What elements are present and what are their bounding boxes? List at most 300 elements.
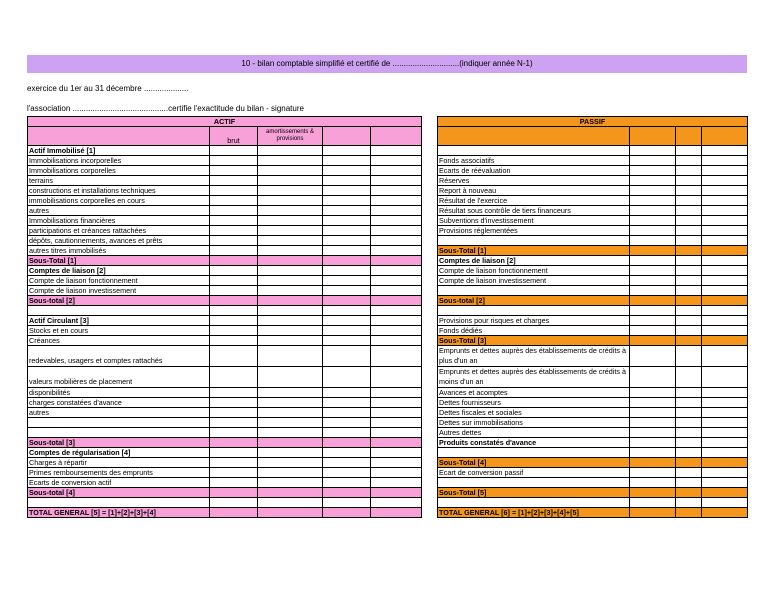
actif-value-cell[interactable] [258, 418, 323, 428]
actif-value-cell[interactable] [371, 166, 422, 176]
passif-value-cell[interactable] [702, 146, 748, 156]
passif-value-cell[interactable] [630, 418, 676, 428]
actif-row [28, 508, 422, 518]
actif-row-label: Charges à répartir [28, 458, 210, 468]
passif-value-cell[interactable] [630, 316, 676, 326]
actif-value-cell[interactable] [371, 398, 422, 408]
actif-value-cell[interactable] [210, 398, 258, 408]
passif-row-label [438, 236, 630, 246]
passif-value-cell[interactable] [630, 458, 676, 468]
actif-value-cell[interactable] [371, 186, 422, 196]
actif-value-cell[interactable] [371, 266, 422, 276]
passif-value-cell[interactable] [630, 176, 676, 186]
association-line: l'association ...........................................certifie l'exactitude du bilan - signature [27, 104, 304, 113]
actif-value-cell[interactable] [258, 388, 323, 398]
actif-value-cell[interactable] [258, 216, 323, 226]
actif-value-cell[interactable] [210, 438, 258, 448]
actif-value-cell[interactable] [323, 488, 371, 498]
actif-row-label: Sous-Total [1] [28, 256, 210, 266]
passif-value-cell[interactable] [702, 398, 748, 408]
actif-value-cell[interactable] [210, 166, 258, 176]
actif-value-cell[interactable] [371, 478, 422, 488]
passif-row [438, 398, 748, 408]
passif-value-cell[interactable] [630, 428, 676, 438]
actif-row-label: Compte de liaison investissement [28, 286, 210, 296]
passif-value-cell[interactable] [676, 478, 702, 488]
passif-value-cell[interactable] [630, 388, 676, 398]
passif-value-cell[interactable] [702, 216, 748, 226]
passif-value-cell[interactable] [676, 336, 702, 346]
passif-value-cell[interactable] [702, 326, 748, 336]
actif-value-cell[interactable] [371, 256, 422, 266]
passif-value-cell[interactable] [630, 246, 676, 256]
actif-value-cell[interactable] [323, 408, 371, 418]
document-title: 10 - bilan comptable simplifié et certifié de ..............................(indiquer année N-1) [27, 55, 747, 73]
actif-value-cell[interactable] [210, 296, 258, 306]
passif-row [438, 156, 748, 166]
actif-row [28, 498, 422, 508]
actif-value-cell[interactable] [323, 226, 371, 236]
actif-row [28, 266, 422, 276]
passif-value-cell[interactable] [702, 336, 748, 346]
passif-row-label: Emprunts et dettes auprès des établissements de crédits à plus d'un an [438, 346, 630, 367]
actif-value-cell[interactable] [371, 428, 422, 438]
actif-value-cell[interactable] [258, 428, 323, 438]
passif-value-cell[interactable] [630, 196, 676, 206]
passif-value-cell[interactable] [630, 156, 676, 166]
actif-value-cell[interactable] [323, 468, 371, 478]
passif-value-cell[interactable] [676, 428, 702, 438]
passif-value-cell[interactable] [702, 498, 748, 508]
actif-value-cell[interactable] [371, 458, 422, 468]
passif-value-cell[interactable] [702, 418, 748, 428]
actif-value-cell[interactable] [210, 408, 258, 418]
actif-value-cell[interactable] [258, 146, 323, 156]
actif-value-cell[interactable] [371, 326, 422, 336]
passif-value-cell[interactable] [630, 346, 676, 367]
actif-row-label: TOTAL GENERAL [5] = [1]+[2]+[3]+[4] [28, 508, 210, 518]
passif-value-cell[interactable] [702, 316, 748, 326]
passif-value-cell[interactable] [630, 488, 676, 498]
actif-value-cell[interactable] [210, 346, 258, 367]
passif-row-label: Compte de liaison fonctionnement [438, 266, 630, 276]
actif-row-label: Immobilisations financières [28, 216, 210, 226]
actif-value-cell[interactable] [258, 256, 323, 266]
actif-value-cell[interactable] [258, 488, 323, 498]
actif-value-cell[interactable] [323, 296, 371, 306]
passif-value-cell[interactable] [702, 388, 748, 398]
actif-value-cell[interactable] [323, 508, 371, 518]
actif-row [28, 336, 422, 346]
actif-value-cell[interactable] [210, 206, 258, 216]
actif-value-cell[interactable] [323, 156, 371, 166]
actif-value-cell[interactable] [210, 388, 258, 398]
passif-value-cell[interactable] [676, 156, 702, 166]
passif-value-cell[interactable] [630, 306, 676, 316]
actif-value-cell[interactable] [210, 326, 258, 336]
actif-value-cell[interactable] [323, 256, 371, 266]
passif-value-cell[interactable] [676, 176, 702, 186]
actif-row [28, 388, 422, 398]
passif-value-cell[interactable] [676, 166, 702, 176]
passif-value-cell[interactable] [676, 316, 702, 326]
passif-value-cell[interactable] [676, 186, 702, 196]
passif-value-cell[interactable] [676, 226, 702, 236]
actif-value-cell[interactable] [210, 246, 258, 256]
actif-value-cell[interactable] [323, 186, 371, 196]
actif-value-cell[interactable] [210, 236, 258, 246]
actif-value-cell[interactable] [323, 146, 371, 156]
actif-value-cell[interactable] [258, 166, 323, 176]
passif-row [438, 367, 748, 388]
actif-value-cell[interactable] [323, 498, 371, 508]
actif-subheader-blank [28, 127, 210, 146]
actif-value-cell[interactable] [323, 326, 371, 336]
actif-value-cell[interactable] [210, 336, 258, 346]
passif-row [438, 226, 748, 236]
passif-value-cell[interactable] [702, 176, 748, 186]
passif-value-cell[interactable] [676, 286, 702, 296]
passif-value-cell[interactable] [630, 438, 676, 448]
actif-value-cell[interactable] [371, 236, 422, 246]
actif-value-cell[interactable] [258, 236, 323, 246]
actif-value-cell[interactable] [323, 388, 371, 398]
passif-value-cell[interactable] [630, 336, 676, 346]
actif-value-cell[interactable] [323, 176, 371, 186]
actif-value-cell[interactable] [258, 306, 323, 316]
passif-value-cell[interactable] [702, 428, 748, 438]
passif-value-cell[interactable] [702, 196, 748, 206]
passif-value-cell[interactable] [676, 326, 702, 336]
passif-value-cell[interactable] [702, 206, 748, 216]
actif-value-cell[interactable] [371, 498, 422, 508]
actif-value-cell[interactable] [323, 306, 371, 316]
actif-row-label: Sous-total [2] [28, 296, 210, 306]
actif-value-cell[interactable] [210, 306, 258, 316]
actif-value-cell[interactable] [210, 146, 258, 156]
passif-value-cell[interactable] [676, 468, 702, 478]
passif-value-cell[interactable] [630, 256, 676, 266]
passif-value-cell[interactable] [676, 276, 702, 286]
actif-value-cell[interactable] [323, 478, 371, 488]
actif-value-cell[interactable] [371, 286, 422, 296]
actif-value-cell[interactable] [258, 226, 323, 236]
actif-value-cell[interactable] [323, 206, 371, 216]
passif-value-cell[interactable] [702, 246, 748, 256]
passif-value-cell[interactable] [630, 508, 676, 518]
passif-value-cell[interactable] [630, 146, 676, 156]
exercise-line: exercice du 1er au 31 décembre .................... [27, 84, 189, 93]
passif-row [438, 346, 748, 367]
actif-row-label: Actif Circulant [3] [28, 316, 210, 326]
actif-row-label: Immobilisations corporelles [28, 166, 210, 176]
actif-value-cell[interactable] [258, 276, 323, 286]
passif-value-cell[interactable] [676, 367, 702, 388]
passif-row-label: Résultat de l'exercice [438, 196, 630, 206]
actif-value-cell[interactable] [258, 316, 323, 326]
actif-value-cell[interactable] [210, 196, 258, 206]
actif-value-cell[interactable] [210, 186, 258, 196]
actif-value-cell[interactable] [323, 448, 371, 458]
passif-value-cell[interactable] [676, 418, 702, 428]
passif-value-cell[interactable] [676, 306, 702, 316]
passif-value-cell[interactable] [676, 146, 702, 156]
passif-value-cell[interactable] [630, 367, 676, 388]
actif-value-cell[interactable] [258, 266, 323, 276]
actif-value-cell[interactable] [258, 478, 323, 488]
actif-row [28, 478, 422, 488]
actif-value-cell[interactable] [210, 448, 258, 458]
actif-value-cell[interactable] [258, 498, 323, 508]
passif-value-cell[interactable] [702, 266, 748, 276]
passif-value-cell[interactable] [630, 448, 676, 458]
passif-value-cell[interactable] [676, 458, 702, 468]
passif-value-cell[interactable] [630, 266, 676, 276]
actif-row [28, 316, 422, 326]
passif-value-cell[interactable] [630, 326, 676, 336]
passif-value-cell[interactable] [702, 508, 748, 518]
actif-row [28, 468, 422, 478]
actif-value-cell[interactable] [258, 367, 323, 388]
actif-value-cell[interactable] [258, 468, 323, 478]
passif-value-cell[interactable] [702, 478, 748, 488]
actif-value-cell[interactable] [323, 438, 371, 448]
actif-row [28, 206, 422, 216]
actif-value-cell[interactable] [371, 276, 422, 286]
passif-value-cell[interactable] [702, 408, 748, 418]
actif-value-cell[interactable] [210, 478, 258, 488]
actif-row-label: Ecarts de conversion actif [28, 478, 210, 488]
passif-value-cell[interactable] [630, 276, 676, 286]
actif-value-cell[interactable] [371, 418, 422, 428]
actif-value-cell[interactable] [371, 508, 422, 518]
passif-value-cell[interactable] [630, 166, 676, 176]
actif-row-label: immobilisations corporelles en cours [28, 196, 210, 206]
passif-value-cell[interactable] [676, 498, 702, 508]
passif-value-cell[interactable] [630, 286, 676, 296]
passif-row-label: Sous-Total [3] [438, 336, 630, 346]
actif-value-cell[interactable] [371, 176, 422, 186]
actif-value-cell[interactable] [323, 166, 371, 176]
actif-value-cell[interactable] [371, 316, 422, 326]
passif-row [438, 256, 748, 266]
actif-value-cell[interactable] [371, 306, 422, 316]
passif-value-cell[interactable] [676, 256, 702, 266]
actif-value-cell[interactable] [371, 448, 422, 458]
passif-row [438, 276, 748, 286]
actif-value-cell[interactable] [258, 508, 323, 518]
passif-value-cell[interactable] [702, 367, 748, 388]
actif-value-cell[interactable] [323, 236, 371, 246]
actif-value-cell[interactable] [371, 246, 422, 256]
passif-row [438, 216, 748, 226]
passif-value-cell[interactable] [676, 508, 702, 518]
passif-value-cell[interactable] [702, 488, 748, 498]
passif-row-label: Produits constatés d'avance [438, 438, 630, 448]
passif-value-cell[interactable] [676, 206, 702, 216]
passif-value-cell[interactable] [630, 206, 676, 216]
actif-value-cell[interactable] [371, 196, 422, 206]
passif-value-cell[interactable] [630, 236, 676, 246]
actif-value-cell[interactable] [371, 296, 422, 306]
actif-value-cell[interactable] [258, 346, 323, 367]
actif-value-cell[interactable] [258, 196, 323, 206]
passif-value-cell[interactable] [702, 256, 748, 266]
actif-value-cell[interactable] [323, 458, 371, 468]
actif-value-cell[interactable] [323, 336, 371, 346]
passif-subheader-col4 [702, 127, 748, 146]
passif-row [438, 266, 748, 276]
actif-value-cell[interactable] [323, 418, 371, 428]
actif-value-cell[interactable] [210, 367, 258, 388]
actif-value-cell[interactable] [258, 156, 323, 166]
actif-value-cell[interactable] [323, 216, 371, 226]
passif-value-cell[interactable] [702, 468, 748, 478]
passif-value-cell[interactable] [676, 488, 702, 498]
actif-value-cell[interactable] [258, 286, 323, 296]
actif-value-cell[interactable] [210, 316, 258, 326]
passif-value-cell[interactable] [630, 216, 676, 226]
passif-value-cell[interactable] [702, 448, 748, 458]
actif-value-cell[interactable] [210, 176, 258, 186]
passif-row [438, 236, 748, 246]
actif-subheader-col5 [371, 127, 422, 146]
passif-value-cell[interactable] [676, 196, 702, 206]
actif-value-cell[interactable] [323, 266, 371, 276]
passif-value-cell[interactable] [630, 226, 676, 236]
passif-row [438, 146, 748, 156]
actif-value-cell[interactable] [258, 408, 323, 418]
actif-value-cell[interactable] [323, 286, 371, 296]
actif-value-cell[interactable] [323, 398, 371, 408]
passif-value-cell[interactable] [676, 216, 702, 226]
actif-value-cell[interactable] [258, 398, 323, 408]
actif-value-cell[interactable] [371, 156, 422, 166]
actif-value-cell[interactable] [258, 296, 323, 306]
actif-value-cell[interactable] [323, 428, 371, 438]
actif-row [28, 326, 422, 336]
actif-row [28, 286, 422, 296]
actif-value-cell[interactable] [323, 246, 371, 256]
passif-value-cell[interactable] [676, 236, 702, 246]
actif-value-cell[interactable] [371, 226, 422, 236]
passif-row-label: Fonds associatifs [438, 156, 630, 166]
actif-value-cell[interactable] [371, 216, 422, 226]
actif-value-cell[interactable] [371, 336, 422, 346]
passif-value-cell[interactable] [702, 438, 748, 448]
passif-value-cell[interactable] [702, 186, 748, 196]
passif-row [438, 388, 748, 398]
passif-value-cell[interactable] [676, 388, 702, 398]
passif-value-cell[interactable] [702, 166, 748, 176]
passif-value-cell[interactable] [702, 226, 748, 236]
passif-value-cell[interactable] [702, 286, 748, 296]
passif-value-cell[interactable] [702, 458, 748, 468]
actif-value-cell[interactable] [258, 336, 323, 346]
actif-value-cell[interactable] [210, 488, 258, 498]
passif-row [438, 418, 748, 428]
actif-value-cell[interactable] [371, 367, 422, 388]
actif-value-cell[interactable] [210, 226, 258, 236]
actif-value-cell[interactable] [210, 508, 258, 518]
actif-value-cell[interactable] [371, 408, 422, 418]
actif-value-cell[interactable] [210, 276, 258, 286]
actif-row-label: Primes remboursements des emprunts [28, 468, 210, 478]
actif-value-cell[interactable] [258, 326, 323, 336]
passif-value-cell[interactable] [702, 276, 748, 286]
actif-value-cell[interactable] [210, 256, 258, 266]
actif-value-cell[interactable] [258, 206, 323, 216]
passif-value-cell[interactable] [676, 398, 702, 408]
actif-value-cell[interactable] [258, 176, 323, 186]
actif-value-cell[interactable] [210, 468, 258, 478]
passif-value-cell[interactable] [676, 448, 702, 458]
actif-row [28, 408, 422, 418]
passif-value-cell[interactable] [630, 296, 676, 306]
actif-value-cell[interactable] [210, 156, 258, 166]
passif-value-cell[interactable] [676, 246, 702, 256]
actif-value-cell[interactable] [371, 346, 422, 367]
actif-value-cell[interactable] [210, 428, 258, 438]
actif-value-cell[interactable] [210, 216, 258, 226]
actif-row-label: participations et créances rattachées [28, 226, 210, 236]
passif-value-cell[interactable] [702, 156, 748, 166]
passif-value-cell[interactable] [630, 186, 676, 196]
passif-value-cell[interactable] [676, 408, 702, 418]
passif-value-cell[interactable] [702, 346, 748, 367]
actif-value-cell[interactable] [323, 316, 371, 326]
passif-table [437, 116, 748, 518]
actif-value-cell[interactable] [210, 498, 258, 508]
passif-value-cell[interactable] [702, 236, 748, 246]
actif-row [28, 166, 422, 176]
passif-value-cell[interactable] [630, 478, 676, 488]
passif-value-cell[interactable] [676, 296, 702, 306]
passif-row-label: Dettes sur immobilisations [438, 418, 630, 428]
actif-value-cell[interactable] [371, 468, 422, 478]
passif-value-cell[interactable] [630, 468, 676, 478]
passif-value-cell[interactable] [702, 296, 748, 306]
actif-value-cell[interactable] [210, 286, 258, 296]
passif-value-cell[interactable] [630, 498, 676, 508]
actif-value-cell[interactable] [210, 266, 258, 276]
actif-value-cell[interactable] [323, 276, 371, 286]
actif-value-cell[interactable] [371, 438, 422, 448]
actif-value-cell[interactable] [371, 388, 422, 398]
passif-value-cell[interactable] [630, 408, 676, 418]
actif-value-cell[interactable] [210, 458, 258, 468]
actif-value-cell[interactable] [371, 146, 422, 156]
actif-value-cell[interactable] [371, 488, 422, 498]
actif-value-cell[interactable] [323, 346, 371, 367]
actif-value-cell[interactable] [258, 458, 323, 468]
passif-value-cell[interactable] [676, 438, 702, 448]
passif-row [438, 448, 748, 458]
passif-value-cell[interactable] [676, 266, 702, 276]
passif-value-cell[interactable] [702, 306, 748, 316]
actif-value-cell[interactable] [210, 418, 258, 428]
actif-value-cell[interactable] [258, 246, 323, 256]
passif-value-cell[interactable] [676, 346, 702, 367]
actif-value-cell[interactable] [258, 186, 323, 196]
actif-value-cell[interactable] [323, 367, 371, 388]
passif-row-label: Provisions réglementées [438, 226, 630, 236]
actif-value-cell[interactable] [258, 438, 323, 448]
actif-value-cell[interactable] [371, 206, 422, 216]
actif-value-cell[interactable] [323, 196, 371, 206]
actif-value-cell[interactable] [258, 448, 323, 458]
passif-value-cell[interactable] [630, 398, 676, 408]
